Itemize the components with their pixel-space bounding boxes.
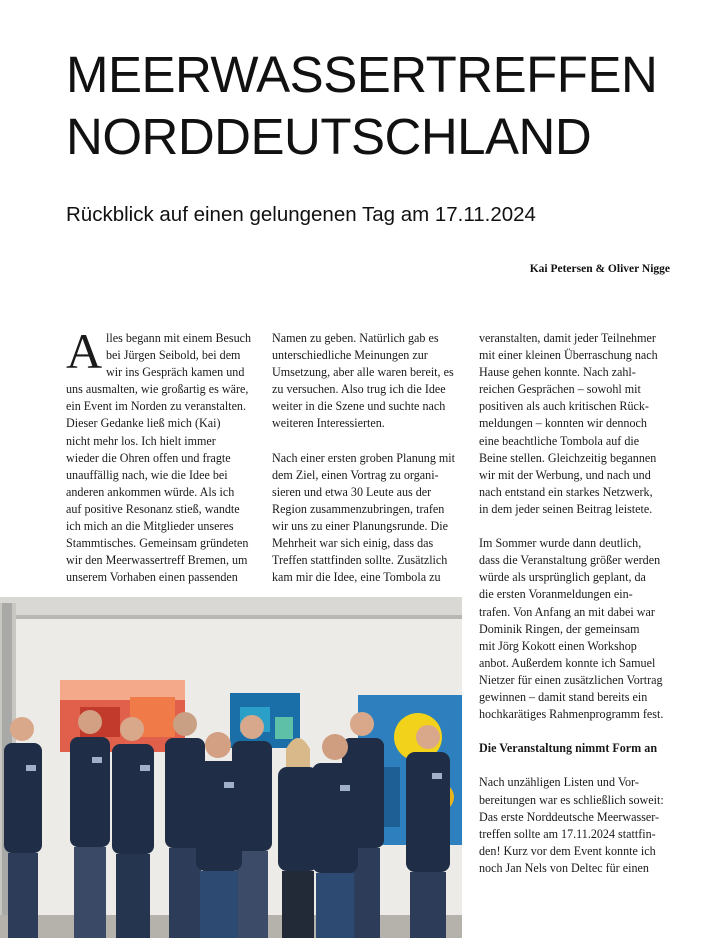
text-line: weiter in die Szene und suchte nach	[272, 399, 446, 414]
text-line: Namen zu geben. Natürlich gab es	[272, 331, 439, 345]
text-line: bei Jürgen Seibold, bei dem	[106, 348, 241, 363]
title-line-2: NORDDEUTSCHLAND	[66, 108, 592, 165]
article-title	[66, 44, 686, 168]
group-photo	[0, 597, 462, 938]
text-line: ich mich an die Mitglieder unseres	[66, 519, 234, 534]
text-line: Nach einer ersten groben Planung mit	[272, 450, 456, 465]
text-line: mit Jörg Kokott einen Workshop	[479, 638, 637, 653]
drop-cap: A	[66, 323, 103, 379]
text-line: Im Sommer wurde dann deutlich,	[479, 536, 642, 551]
text-line: trafen. Von Anfang an mit dabei war	[479, 604, 655, 619]
text-line: wir uns zu einer Planungsrunde. Die	[272, 519, 448, 534]
text-line: Treffen stattfinden sollte. Zusätzlich	[272, 553, 448, 568]
text-line: lles begann mit einem Besuch	[106, 331, 252, 345]
text-line: sieren und etwa 30 Leute aus der	[272, 484, 432, 499]
text-line: dass die Veranstaltung größer werden	[479, 553, 661, 568]
text-line: gewinnen – damit stand bereits ein	[479, 689, 648, 704]
text-line: hochkarätiges Rahmenprogramm fest.	[479, 707, 664, 722]
text-line: meldungen – konnten wir dennoch	[479, 416, 647, 431]
text-line: wir ins Gespräch kamen und	[106, 365, 245, 380]
text-line: noch Jan Nels von Deltec für einen	[479, 860, 649, 875]
text-line: Umsetzung, aber alle waren bereit, es	[272, 365, 454, 380]
painting-center	[230, 693, 300, 748]
text-column-2	[272, 330, 468, 586]
text-line: Region zusammenzubringen, trafen	[272, 501, 445, 516]
text-line: dem Ziel, einen Vortrag zu organi-	[272, 467, 439, 482]
article-subtitle: Rückblick auf einen gelungenen Tag am 17.11.2024	[66, 203, 536, 226]
text-line: veranstalten, damit jeder Teilnehmer	[479, 331, 656, 345]
article-authors: Kai Petersen & Oliver Nigge	[529, 263, 670, 275]
title-line-1: MEERWASSERTREFFEN	[66, 46, 658, 103]
text-line: Stammtisches. Gemeinsam gründeten	[66, 536, 249, 551]
text-line: nach entstand ein starkes Netzwerk,	[479, 484, 653, 499]
section-subheading: Die Veranstaltung nimmt Form an	[479, 741, 658, 756]
text-line: reichen Gesprächen – sowohl mit	[479, 382, 641, 397]
text-line: würde als ursprünglich geplant, da	[479, 570, 646, 585]
text-line: eine beachtliche Tombola auf die	[479, 433, 640, 448]
text-line: wieder die Ohren offen und fragte	[66, 450, 231, 465]
text-line: Hause gehen konnte. Nach zahl-	[479, 365, 636, 380]
text-line: wir mit der Werbung, und nach und	[479, 467, 651, 482]
text-line: die ersten Voranmeldungen ein-	[479, 587, 633, 602]
text-line: zu versuchen. Also trug ich die Idee	[272, 382, 446, 397]
text-line: den! Kurz vor dem Event konnte ich	[479, 843, 656, 858]
text-line: wir den Meerwassertreff Bremen, um	[66, 553, 248, 568]
text-line: positiven als auch kritischen Rück-	[479, 399, 649, 414]
text-line: treffen sollte am 17.11.2024 stattfin-	[479, 826, 656, 841]
text-line: in dem jeder seinen Beitrag leistete.	[479, 501, 653, 516]
text-line: bereitungen war es schließlich soweit:	[479, 792, 664, 807]
text-line: mit einer kleinen Überraschung nach	[479, 348, 658, 363]
text-column-3	[479, 330, 675, 877]
text-line: Dominik Ringen, der gemeinsam	[479, 621, 640, 636]
text-column-1	[66, 323, 262, 586]
text-line: Mehrheit war sich einig, dass das	[272, 536, 434, 551]
text-line: kam mir die Idee, eine Tombola zu	[272, 570, 441, 585]
text-line: Beine stellen. Gleichzeitig begannen	[479, 450, 657, 465]
text-line: weiteren Interessierten.	[272, 416, 385, 431]
text-line: Nach unzähligen Listen und Vor-	[479, 775, 639, 790]
text-line: ein Event im Norden zu veranstalten.	[66, 399, 247, 414]
text-line: Nietzer für einen zusätzlichen Vortrag	[479, 672, 663, 687]
text-line: unserem Vorhaben einen passenden	[66, 570, 238, 585]
text-line: uns ausmalten, wie großartig es wäre,	[66, 382, 249, 397]
text-line: anderen ankommen würde. Als ich	[66, 484, 235, 499]
text-line: unauffällig nach, wie die Idee bei	[66, 467, 228, 482]
text-line: unterschiedliche Meinungen zur	[272, 348, 428, 363]
text-line: auf positive Resonanz stieß, wandte	[66, 501, 240, 516]
text-line: nicht mehr los. Ich hielt immer	[66, 433, 216, 448]
text-line: anbot. Außerdem konnte ich Samuel	[479, 655, 656, 670]
text-line: Dieser Gedanke ließ mich (Kai)	[66, 416, 221, 431]
text-line: Das erste Norddeutsche Meerwasser-	[479, 809, 660, 824]
